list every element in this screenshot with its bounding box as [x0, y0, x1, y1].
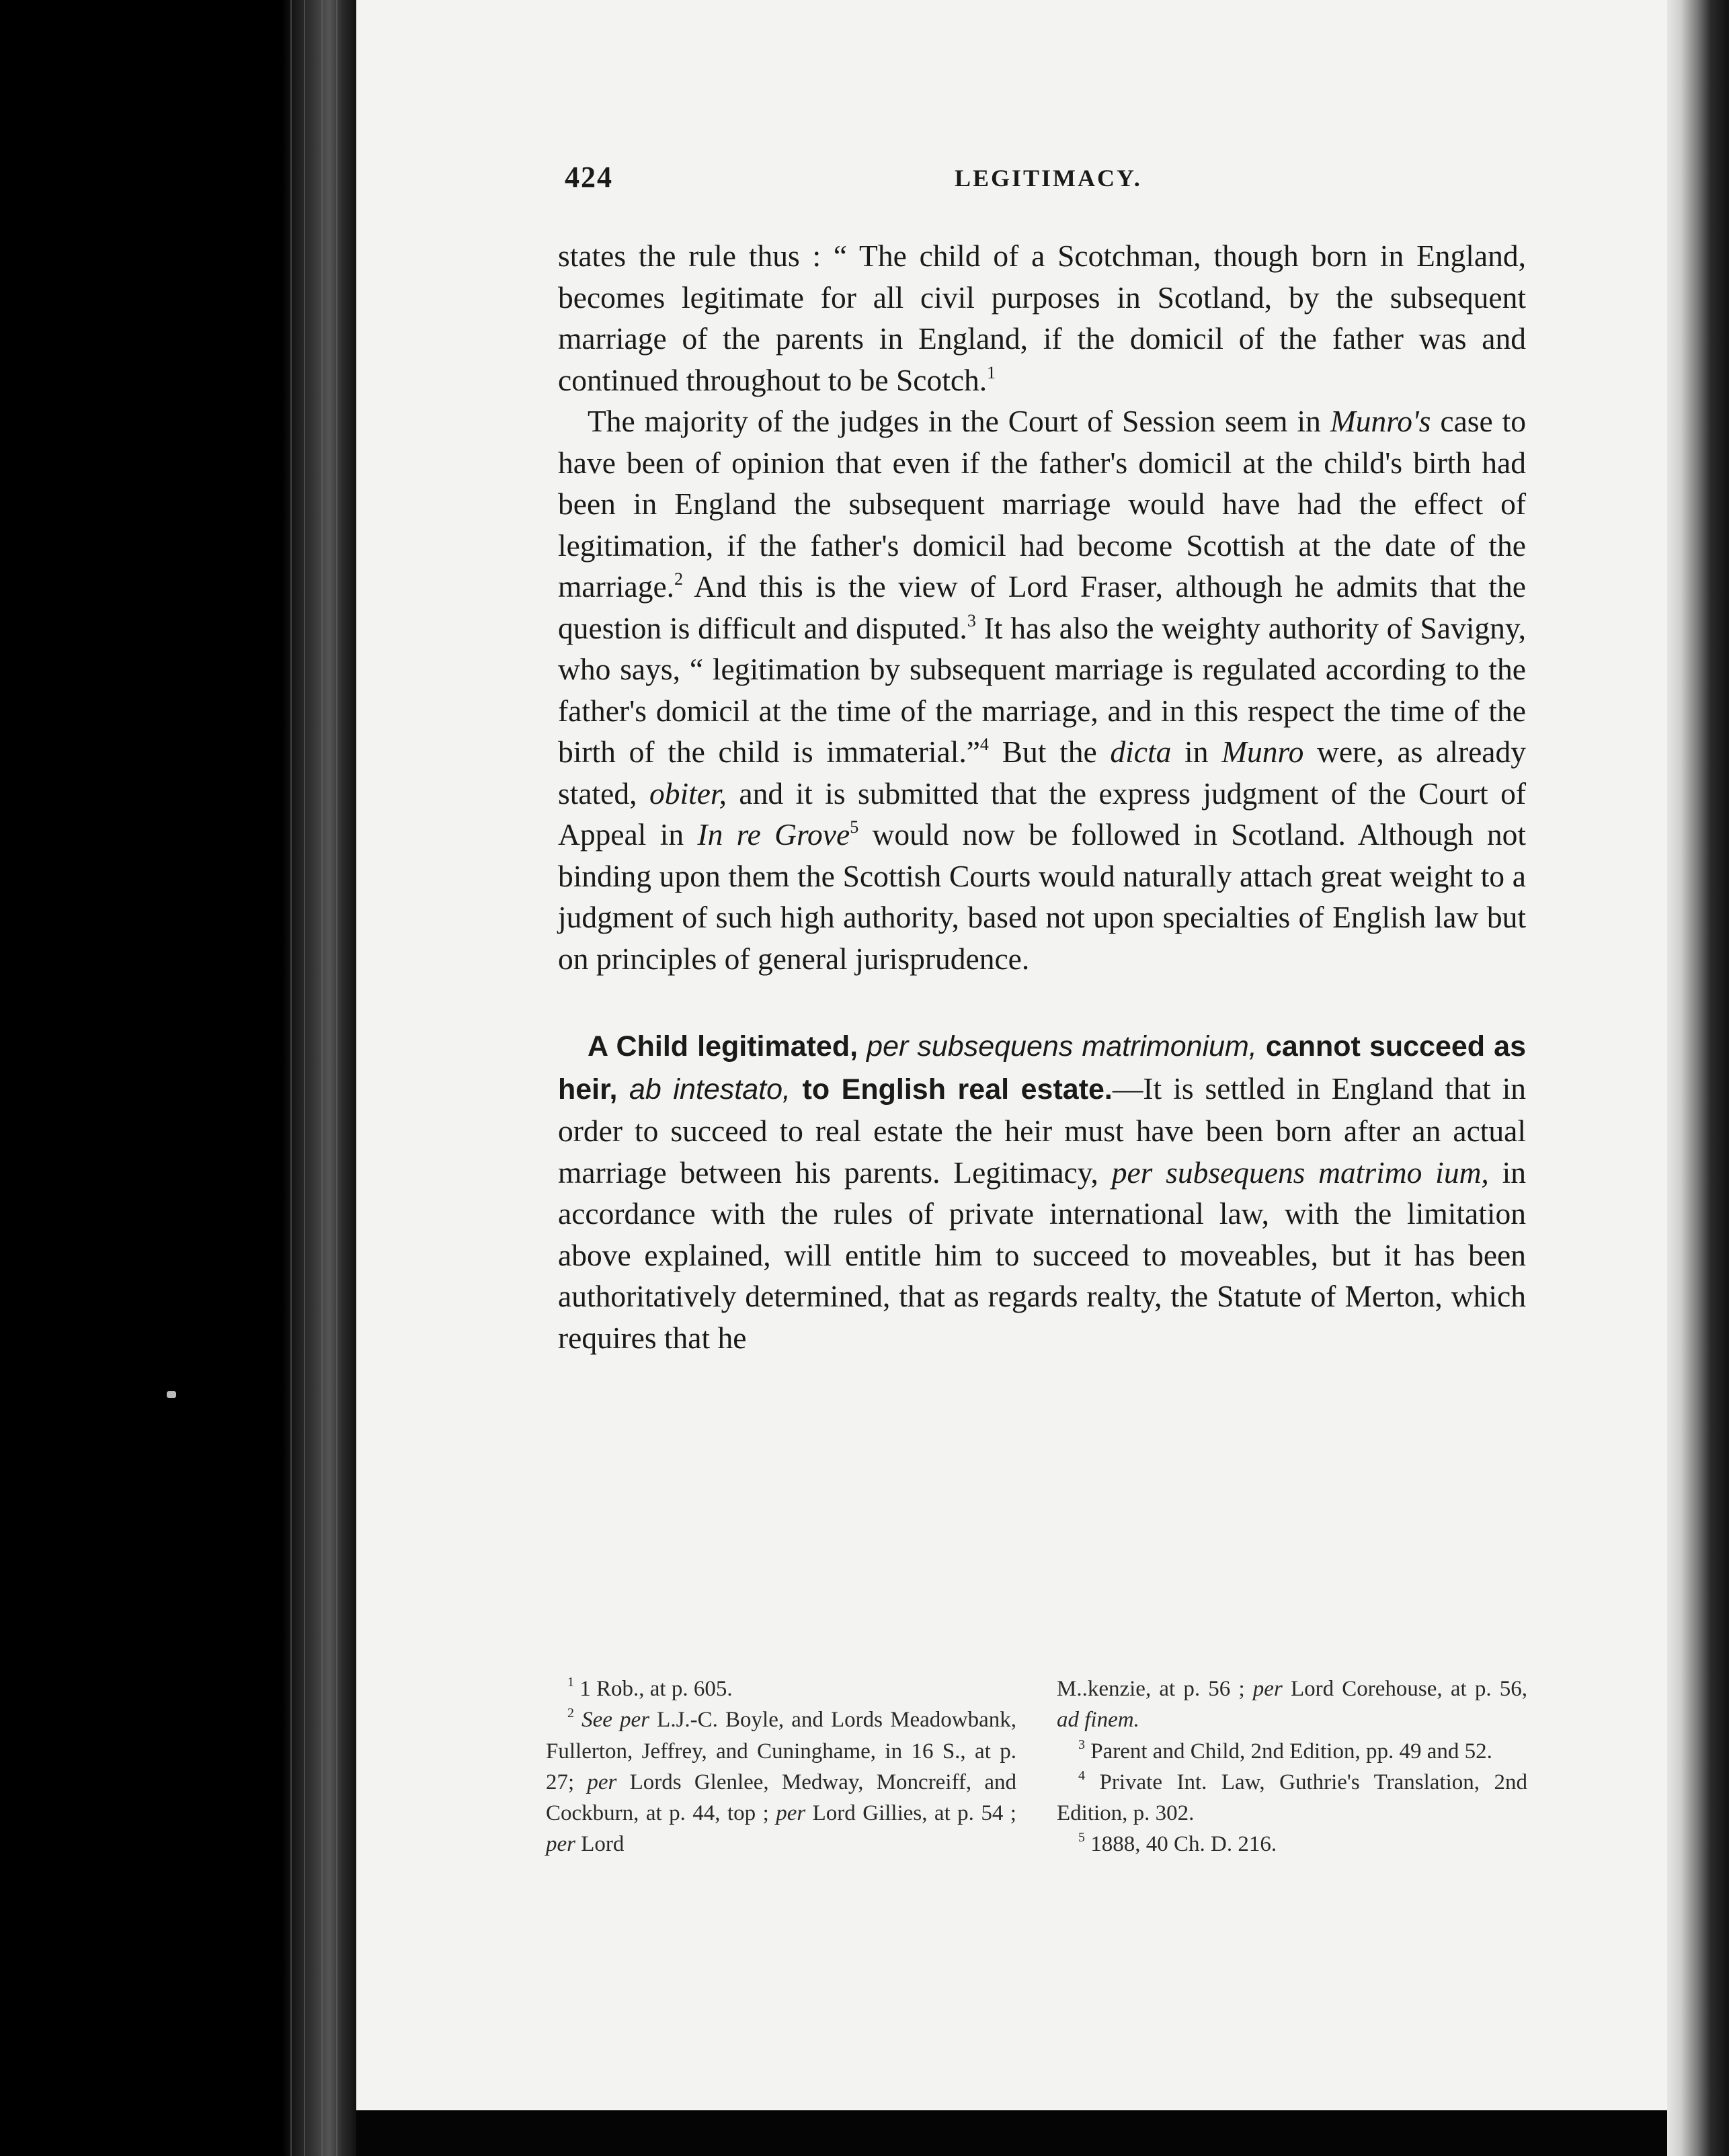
text-run: But the	[988, 735, 1111, 769]
paragraph	[558, 401, 1526, 979]
footnote-text: Lord Gillies, at p. 54 ;	[805, 1801, 1016, 1826]
page-edge-line	[321, 0, 323, 2156]
section-paragraph	[558, 1025, 1526, 1358]
footnote-italic: per	[587, 1770, 617, 1794]
footnote-text: Lord Corehouse, at p. 56,	[1282, 1677, 1527, 1701]
page-edge-line	[290, 0, 292, 2156]
footnote-number: 3	[1078, 1737, 1085, 1752]
section-heading: cannot succeed as heir,	[558, 1030, 1526, 1106]
case-name: Munro	[1221, 735, 1304, 769]
page-edge-line	[336, 0, 337, 2156]
footnote-ref: 3	[967, 610, 976, 630]
right-page-edge	[1667, 0, 1729, 2156]
footnote-text: Parent and Child, 2nd Edition, pp. 49 and 52.	[1085, 1739, 1492, 1764]
footnote-column-left	[546, 1673, 1016, 1860]
paragraph-text: states the rule thus : “ The child of a Scotchman, though born in England, becomes legitimate for all civil purposes in Scotland, by the subsequent marriage of the parents in England, if the domicil of the father was and continued throughout to be Scotch.	[558, 239, 1526, 397]
text-run: —It is settled in England that in order to succeed to real estate the heir must have been born after an actual marriage between his parents. Legitimacy,	[558, 1071, 1526, 1190]
text-run: And this is the view of Lord Fraser, although he admits that the question is difficult and disputed.	[558, 569, 1526, 645]
footnote-ref: 1	[987, 362, 996, 382]
footnote-number: 2	[567, 1706, 574, 1721]
footnote-ref: 4	[979, 735, 989, 754]
page-header	[565, 160, 1533, 200]
case-name: In re Grove	[697, 817, 850, 852]
footnote-italic: ad finem.	[1057, 1708, 1139, 1733]
text-run: in	[1171, 735, 1222, 769]
binding-speck	[167, 1391, 176, 1398]
text-run: The majority of the judges in the Court of Session seem in	[588, 404, 1330, 438]
footnote-italic: See per	[574, 1708, 650, 1733]
section-heading-italic: per subsequens matrimonium,	[858, 1030, 1257, 1063]
footnote-text: Lords Glenlee, Medway, Moncreiff, and Cockburn, at p. 44, top ;	[546, 1770, 1016, 1826]
text-run: and it is submitted that the express judgment of the Court of Appeal in	[558, 776, 1526, 852]
italic-term: obiter,	[649, 776, 727, 811]
footnote-column-right	[1057, 1673, 1527, 1860]
running-head: LEGITIMACY.	[955, 165, 1142, 192]
main-text	[558, 235, 1526, 1358]
footnote	[546, 1673, 1016, 1704]
bottom-page-edge	[356, 2110, 1667, 2156]
footnote-number: 1	[567, 1675, 574, 1690]
italic-term: dicta	[1110, 735, 1172, 769]
footnote	[1057, 1767, 1527, 1829]
case-name: Munro's	[1330, 404, 1431, 438]
footnote-italic: per	[776, 1801, 806, 1826]
footnote	[1057, 1736, 1527, 1767]
text-run: in accordance with the rules of private international law, with the limitation above explained, will entitle him to succeed to moveables, but it has been authoritatively determined, that as regards realty, the Statute of Merton, which requires that he	[558, 1155, 1526, 1355]
book-binding	[0, 0, 356, 2156]
footnote	[546, 1704, 1016, 1860]
footnote-ref: 2	[674, 569, 684, 589]
section-heading: A Child legitimated,	[588, 1030, 858, 1063]
footnote-ref: 5	[850, 817, 859, 837]
footnote-text: 1 Rob., at p. 605.	[574, 1677, 733, 1701]
footnote-text: M..kenzie, at p. 56 ;	[1057, 1677, 1253, 1701]
page-number: 424	[565, 161, 613, 194]
footnote	[1057, 1829, 1527, 1860]
footnote-text: Private Int. Law, Guthrie's Translation, 2nd Edition, p. 302.	[1057, 1770, 1527, 1826]
paragraph	[558, 235, 1526, 401]
text-run: It has also the weighty authority of Savigny, who says, “ legitimation by subsequent marriage is regulated according to the father's domicil at the time of the marriage, and in this respect the time of the birth of the child is immaterial.”	[558, 610, 1526, 769]
page-edge-line	[304, 0, 305, 2156]
section-heading-italic: ab intestato,	[617, 1073, 791, 1106]
text-run: case to have been of opinion that even if the father's domicil at the child's birth had been in England the subsequent marriage would have had the effect of legitimation, if the father's domicil had become Scottish at the date of the marriage.	[558, 404, 1527, 604]
text-run: would now be followed in Scotland. Although not binding upon them the Scottish Courts would naturally attach great weight to a judgment of such high authority, based not upon specialties of English law but on principles of general jurisprudence.	[558, 817, 1526, 976]
footnote-text: 1888, 40 Ch. D. 216.	[1085, 1832, 1277, 1857]
text-run: were, as already stated,	[558, 735, 1526, 811]
italic-term: per subsequens matrimo ium,	[1111, 1155, 1489, 1190]
section-heading: to English real estate.	[790, 1073, 1113, 1106]
footnote-italic: per	[1252, 1677, 1283, 1701]
footnote-italic: per	[546, 1832, 575, 1857]
footnote-text: L.J.-C. Boyle, and Lords Meadowbank, Fullerton, Jeffrey, and Cuninghame, in 16 S., at p. 27;	[546, 1708, 1016, 1794]
footnote-number: 5	[1078, 1830, 1085, 1846]
footnote-continuation	[1057, 1673, 1527, 1736]
footnote-text: Lord	[575, 1832, 625, 1857]
footnote-number: 4	[1078, 1768, 1085, 1783]
